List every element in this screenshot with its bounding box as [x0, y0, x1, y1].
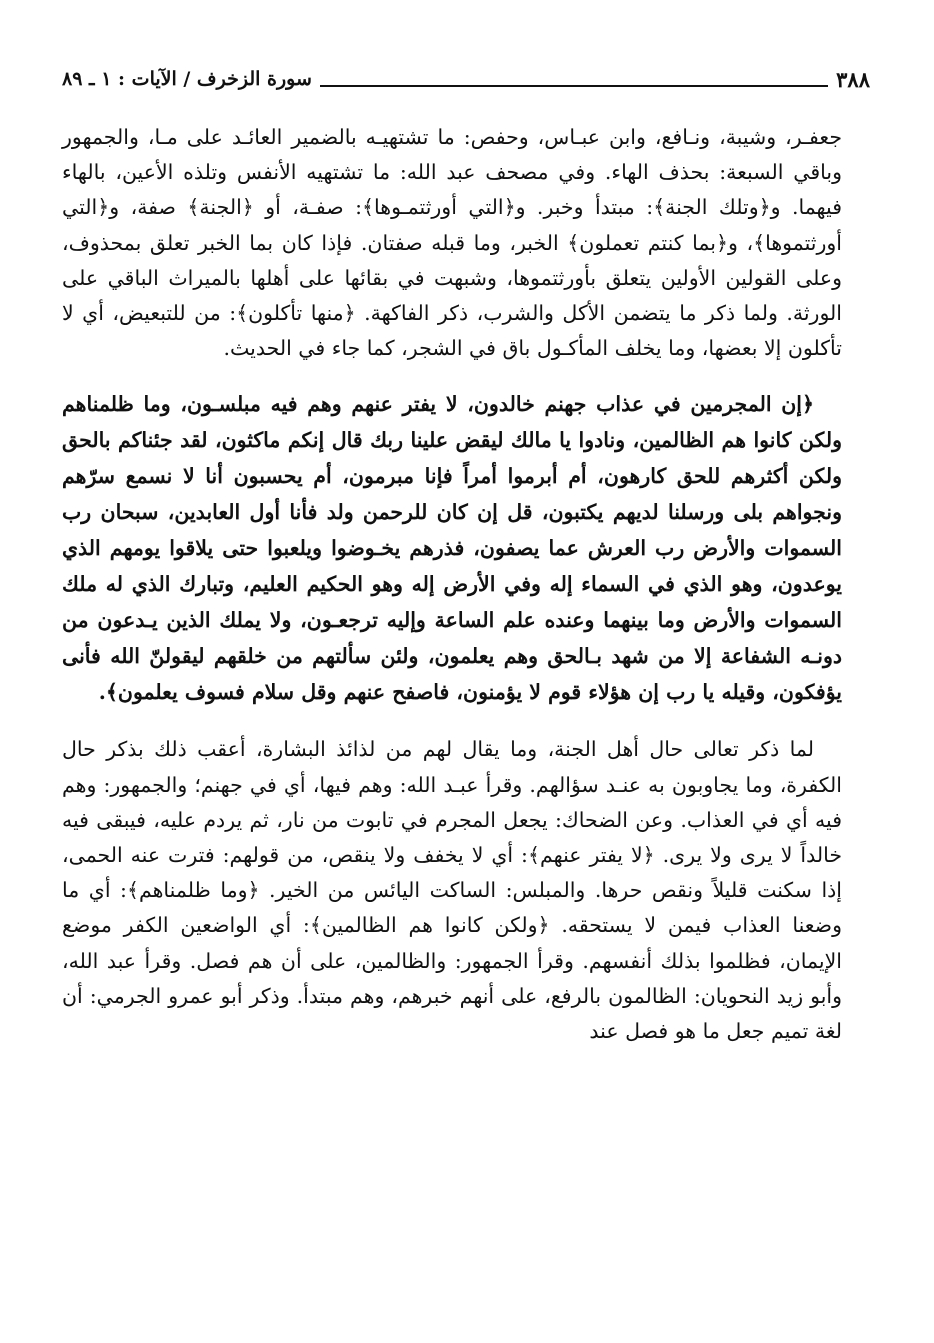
running-header [62, 62, 870, 96]
quran-verses-paragraph: ﴿إن المجرمين في عذاب جهنم خالدون، لا يفتر عنهم وهم فيه مبلسـون، وما ظلمناهم ولكن كانوا هم الظالمين، ونادوا يا مالك ليقض علينا ربك قال إنكم ماكثون، لقد جئناكم بالحق ولكن أكثرهم للحق كارهون، أم أبرموا أمراً فإنا مبرمون، أم يحسبون أنا لا نسمع سرّهم ونجواهم بلى ورسلنا لديهم يكتبون، قل إن كان للرحمن ولد فأنا أول العابدين، سبحان رب السموات والأرض رب العرش عما يصفون، فذرهم يخـوضوا ويلعبوا حتى يلاقوا يومهم الذي يوعدون، وهو الذي في السماء إله وفي الأرض إله وهو الحكيم العليم، وتبارك الذي له ملك السموات والأرض وما بينهما وعنده علم الساعة وإليه ترجعـون، ولا يملك الذين يـدعون من دونـه الشفاعة إلا من شهد بـالحق وهم يعلمون، ولئن سألتهم من خلقهم ليقولنّ الله فأنى يؤفكون، وقيله يا رب إن هؤلاء قوم لا يؤمنون، فاصفح عنهم وقل سلام فسوف يعلمون﴾. [62, 392, 842, 705]
commentary-paragraph: جعفـر، وشيبة، ونـافع، وابن عبـاس، وحفص: ما تشتهيـه بالضمير العائـد على مـا، والجمهور وباقي السبعة: بحذف الهاء. وفي مصحف عبد الله: ما تشتهيه الأنفس وتلذه الأعين، بالهاء فيهما. و﴿وتلك الجنة﴾: مبتدأ وخبر. و﴿التي أورثتمـوها﴾: صفـة، أو ﴿الجنة﴾ صفة، و﴿التي أورثتموها﴾، و﴿بما كنتم تعملون﴾ الخبر، وما قبله صفتان. فإذا كان بما الخبر تعلق بمحذوف، وعلى القولين الأولين يتعلق بأورثتموها، وشبهت في بقائها على أهلها بالميراث الباقي على الورثة. ولما ذكر ما يتضمن الأكل والشرب، ذكر الفاكهة. ﴿منها تأكلون﴾: من للتبعيض، أي لا تأكلون إلا بعضها، وما يخلف المأكـول باق في الشجر، كما جاء في الحديث. [62, 125, 842, 361]
header-rule [320, 85, 828, 87]
surah-title: سورة الزخرف / الآيات : ١ ـ ٨٩ [62, 68, 312, 90]
page-number: ٣٨٨ [836, 66, 870, 92]
page-body [62, 120, 842, 1049]
commentary-paragraph: لما ذكر تعالى حال أهل الجنة، وما يقال لهم من لذائذ البشارة، أعقب ذلك بذكر حال الكفرة، وما يجاوبون به عنـد سؤالهم. وقرأ عبـد الله: وهم فيها، أي في جهنم؛ والجمهور: وهم فيه أي في العذاب. وعن الضحاك: يجعل المجرم في تابوت من نار، ثم يردم عليه، فيبقى فيه خالداً لا يرى ولا يرى. ﴿لا يفتر عنهم﴾: أي لا يخفف ولا ينقص، من قولهم: فترت عنه الحمى، إذا سكنت قليلاً ونقص حرها. والمبلس: الساكت اليائس من الخير. ﴿وما ظلمناهم﴾: أي ما وضعنا العذاب فيمن لا يستحقه. ﴿ولكن كانوا هم الظالمين﴾: أي الواضعين الكفر موضع الإيمان، فظلموا بذلك أنفسهم. وقرأ الجمهور: والظالمين، على أن هم فصل. وقرأ عبد الله، وأبو زيد النحويان: الظالمون بالرفع، على أنهم خبرهم، وهم مبتدأ. وذكر أبو عمرو الجرمي: أن لغة تميم جعل ما هو فصل عند [62, 737, 842, 1044]
